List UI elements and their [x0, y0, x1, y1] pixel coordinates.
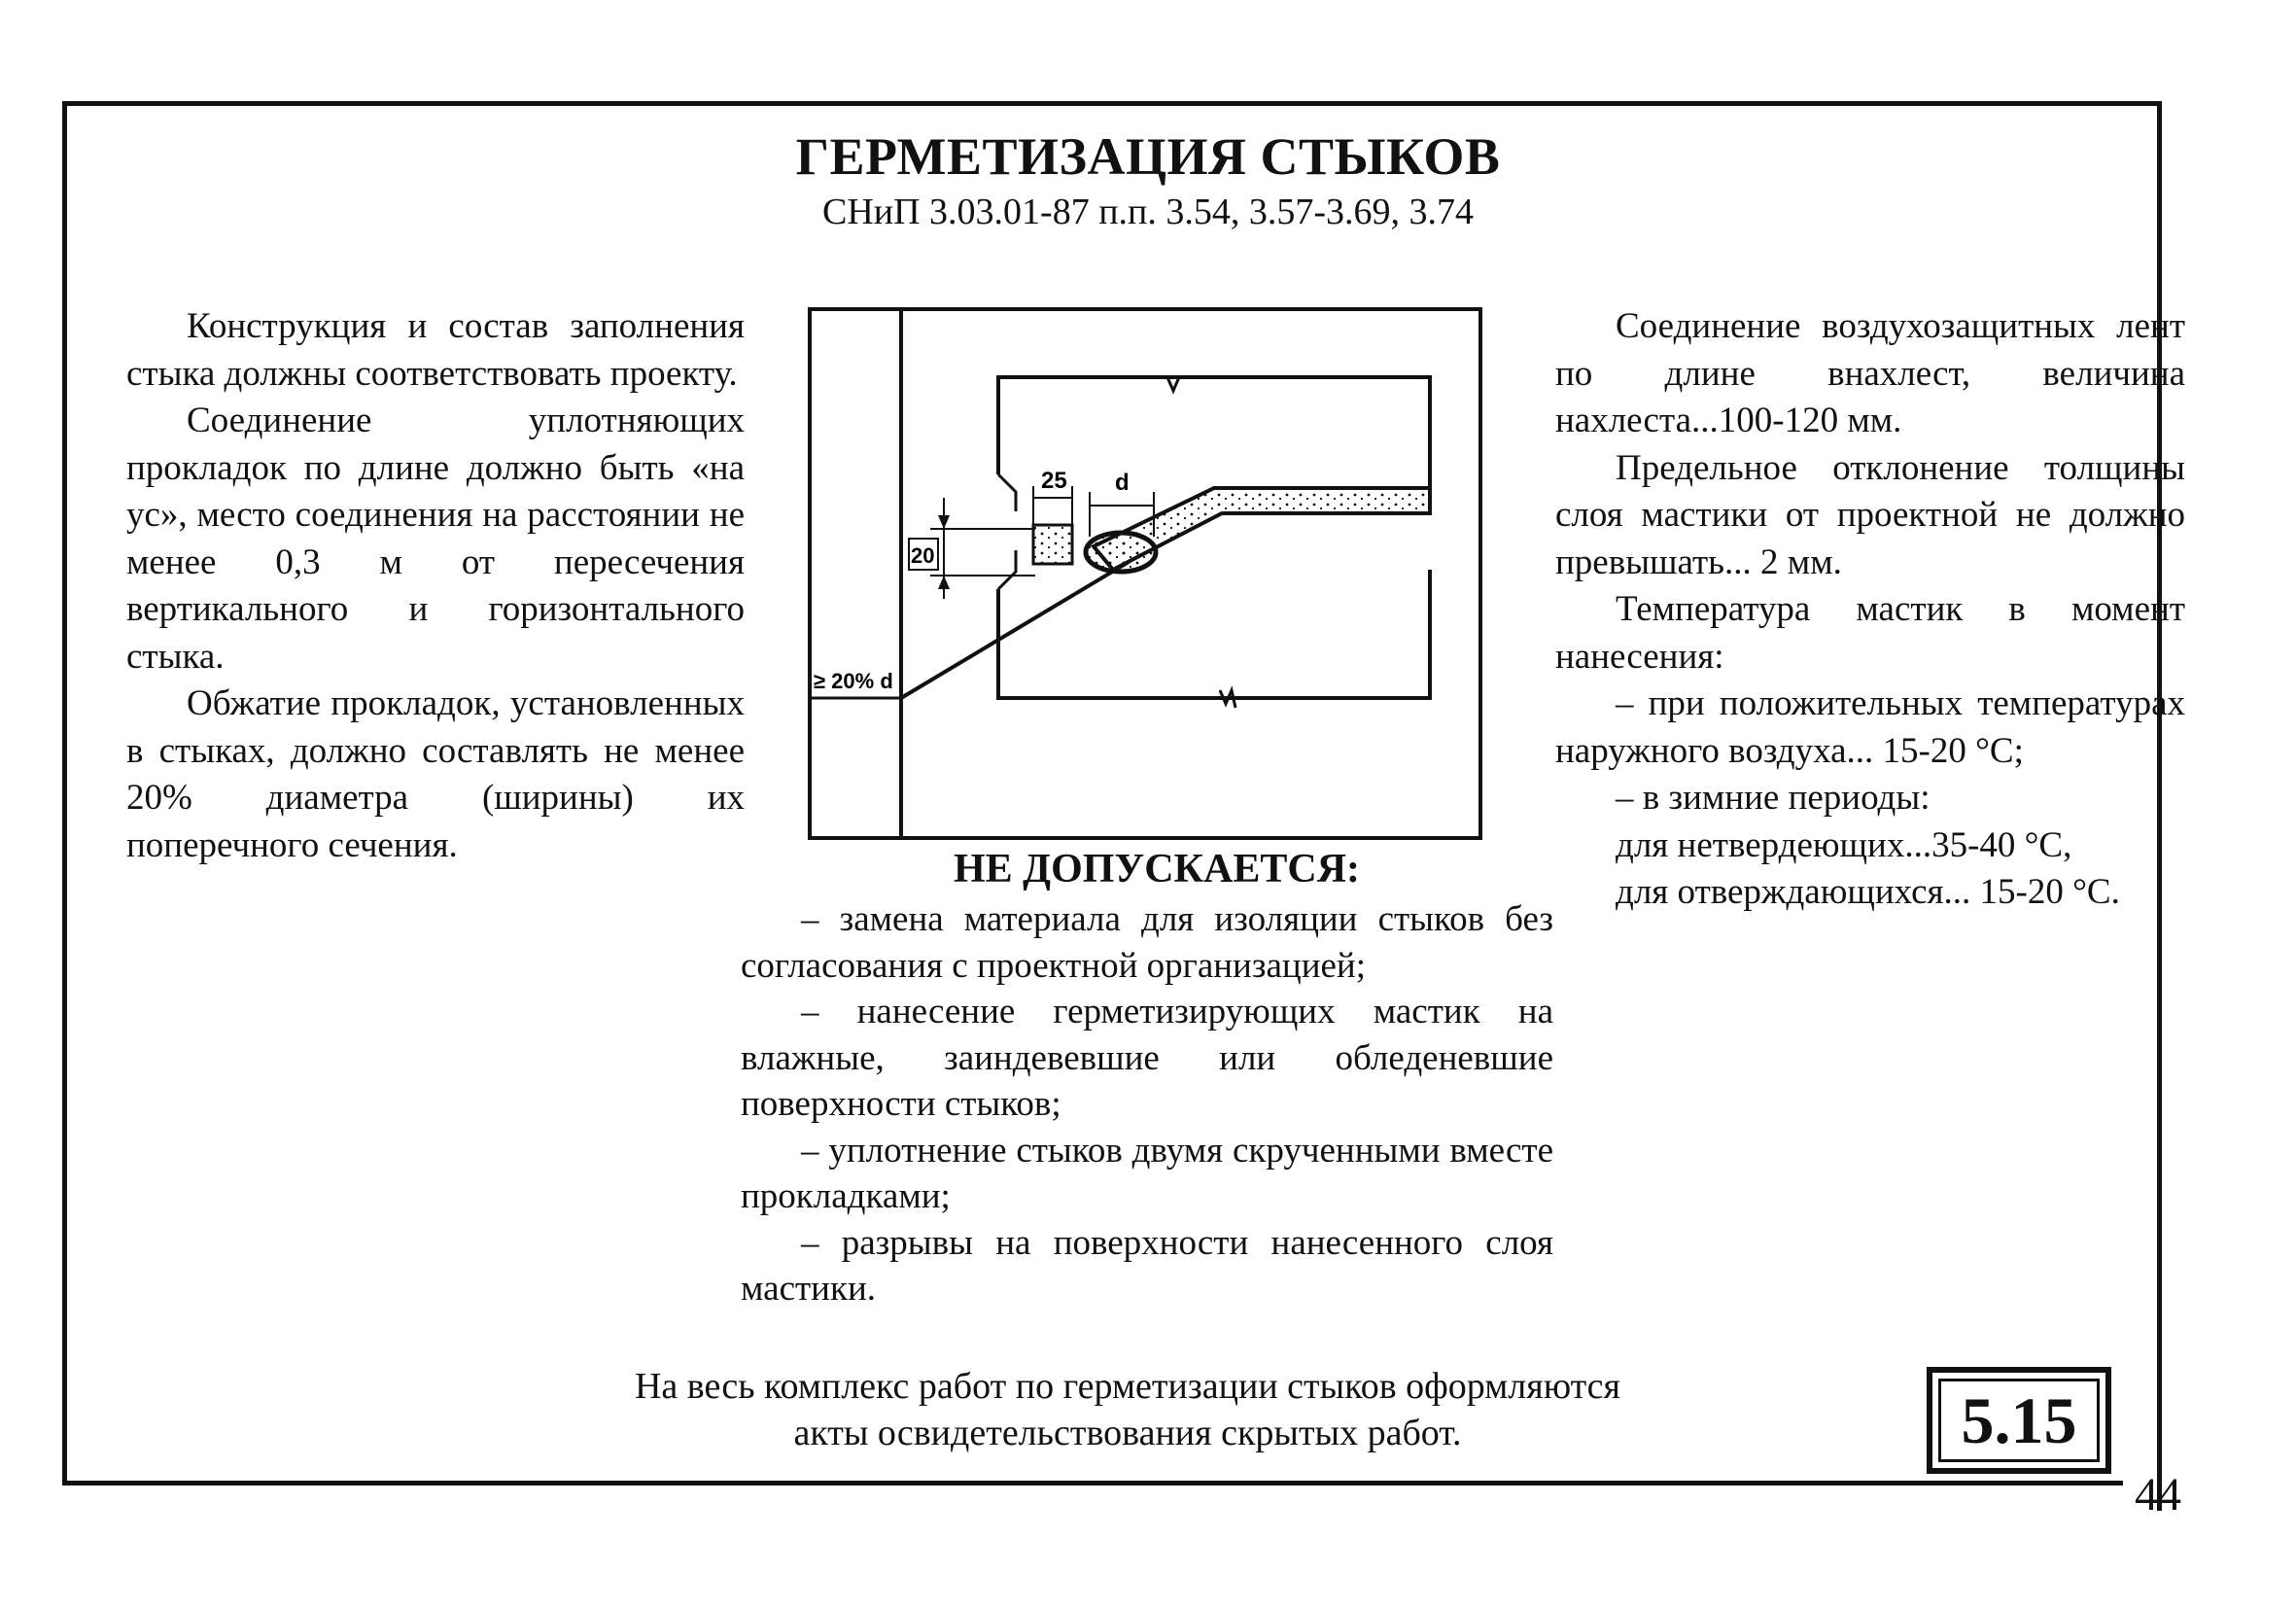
- page-subtitle: СНиП 3.03.01-87 п.п. 3.54, 3.57-3.69, 3.74: [821, 192, 1475, 232]
- frame-left-border: [62, 101, 67, 1486]
- sheet-number: 5.15: [1938, 1379, 2100, 1462]
- left-paragraph-1: Конструкция и состав заполнения стыка должны соответствовать проекту.: [126, 306, 745, 394]
- right-paragraph-2: Предельное отклонение толщины слоя мастики от проектной не должно превышать... 2 мм.: [1555, 447, 2185, 582]
- lower-panel-outline: [998, 570, 1430, 698]
- sheet-number-box: [1927, 1367, 2111, 1474]
- diagram-outer-frame: [810, 309, 1480, 838]
- seal-strip: [1033, 525, 1072, 564]
- page-number: 44: [2135, 1469, 2181, 1521]
- forbidden-item: – разрывы на поверхности нанесенного слоя мастики.: [741, 1222, 1553, 1309]
- leader-line: [901, 562, 1129, 698]
- right-paragraph-7: для отверждающихся... 15-20 °С.: [1616, 872, 2120, 912]
- upper-break-mark: [1167, 377, 1179, 391]
- right-paragraph-3: Температура мастик в момент нанесения:: [1555, 589, 2185, 677]
- right-paragraph-4: – при положительных температурах наружного воздуха... 15-20 °С;: [1555, 683, 2185, 771]
- right-paragraph-1: Соединение воздухозащитных лент по длине внахлест, величина нахлеста...100-120 мм.: [1555, 306, 2185, 440]
- left-paragraph-2: Соединение уплотняющих прокладок по длине должно быть «на ус», место соединения на расстоянии не менее 0,3 м от пересечения вертикального и горизонтального стыка.: [126, 401, 745, 677]
- footer-line-2: акты освидетельствования скрытых работ.: [793, 1413, 1462, 1453]
- dim-20-label: 20: [911, 543, 935, 568]
- joint-diagram: [808, 307, 1482, 840]
- forbidden-title: НЕ ДОПУСКАЕТСЯ:: [953, 847, 1361, 891]
- compression-label: ≥ 20% d: [814, 669, 893, 693]
- right-paragraph-6: для нетвердеющих...35-40 °С,: [1616, 824, 2072, 865]
- footer-line-1: На весь комплекс работ по герметизации стыков оформляются: [634, 1366, 1620, 1407]
- dim-25-label: 25: [1041, 468, 1067, 494]
- page-title: ГЕРМЕТИЗАЦИЯ СТЫКОВ: [795, 127, 1501, 186]
- frame-top-border: [62, 101, 2162, 106]
- left-column: [126, 303, 745, 869]
- footer-note: [544, 1363, 1711, 1456]
- forbidden-item: – замена материала для изоляции стыков без согласования с проектной организацией;: [741, 899, 1553, 986]
- frame-bottom-border: [62, 1481, 2123, 1486]
- right-column: [1555, 303, 2185, 917]
- left-paragraph-3: Обжатие прокладок, установленных в стыках, должно составлять не менее 20% диаметра (ширины) их поперечного сечения.: [126, 683, 745, 865]
- forbidden-item: – нанесение герметизирующих мастик на влажные, заиндевевшие или обледеневшие поверхности стыков;: [741, 992, 1553, 1124]
- forbidden-list: [741, 896, 1553, 1312]
- forbidden-item: – уплотнение стыков двумя скрученными вместе прокладками;: [741, 1130, 1553, 1216]
- right-paragraph-5: – в зимние периоды:: [1616, 778, 1931, 818]
- dim-d-label: d: [1115, 470, 1130, 496]
- lower-break-mark: [1220, 690, 1235, 708]
